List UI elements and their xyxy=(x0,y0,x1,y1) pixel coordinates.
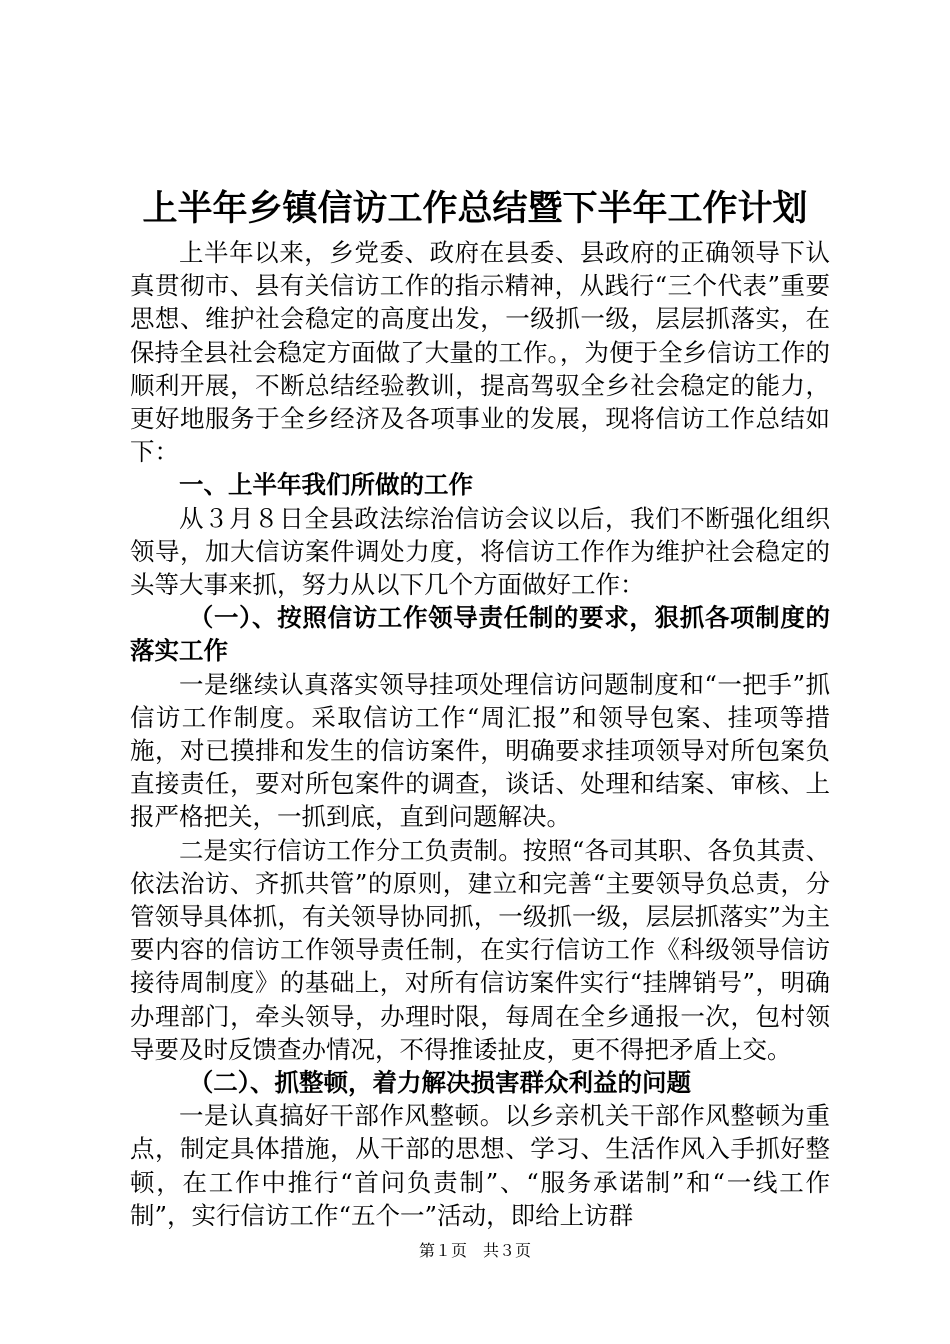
paragraph-item-1: 一是继续认真落实领导挂项处理信访问题制度和“一把手”抓信访工作制度。采取信访工作“周汇报”和领导包案、挂项等措施，对已摸排和发生的信访案件，明确要求挂项领导对所包案负直接责任，要对所包案件的调查，谈话、处理和结案、审核、上报严格把关，一抓到底，直到问题解决。 xyxy=(130,669,830,832)
page-number-footer: 第１页 共３页 xyxy=(418,1241,531,1260)
paragraph-item-2: 二是实行信访工作分工负责制。按照“各司其职、各负其责、依法治访、齐抓共管”的原则，建立和完善“主要领导负总责，分管领导具体抓，有关领导协同抓，一级抓一级，层层抓落实”为主要内容的信访工作领导责任制，在实行信访工作《科级领导信访接待周制度》的基础上，对所有信访案件实行“挂牌销号”，明确办理部门，牵头领导，办理时限，每周在全乡通报一次，包村领导要及时反馈查办情况，不得推诿扯皮，更不得把矛盾上交。 xyxy=(130,835,830,1064)
document-title: 上半年乡镇信访工作总结暨下半年工作计划 xyxy=(142,189,808,229)
paragraph-item-3: 一是认真搞好干部作风整顿。以乡亲机关干部作风整顿为重点，制定具体措施，从干部的思想、学习、生活作风入手抓好整顿，在工作中推行“首问负责制”、“服务承诺制”和“一线工作制”，实行信访工作“五个一”活动，即给上访群 xyxy=(130,1101,830,1230)
paragraph-intro: 上半年以来，乡党委、政府在县委、县政府的正确领导下认真贯彻市、县有关信访工作的指示精神，从践行“三个代表”重要思想、维护社会稳定的高度出发，一级抓一级，层层抓落实，在保持全县社会稳定方面做了大量的工作。，为便于全乡信访工作的顺利开展，不断总结经验教训，提高驾驭全乡社会稳定的能力，更好地服务于全乡经济及各项事业的发展，现将信访工作总结如下： xyxy=(130,238,830,467)
paragraph-section-1: 从３月８日全县政法综治信访会议以后，我们不断强化组织领导，加大信访案件调处力度，将信访工作作为维护社会稳定的头等大事来抓，努力从以下几个方面做好工作： xyxy=(130,503,830,600)
subsection-heading-1: （一）、按照信访工作领导责任制的要求，狠抓各项制度的落实工作 xyxy=(130,603,830,666)
subsection-heading-2: （二）、抓整顿，着力解决损害群众利益的问题 xyxy=(188,1068,692,1098)
document-body xyxy=(130,236,830,1232)
section-heading-1: 一、上半年我们所做的工作 xyxy=(179,470,473,500)
